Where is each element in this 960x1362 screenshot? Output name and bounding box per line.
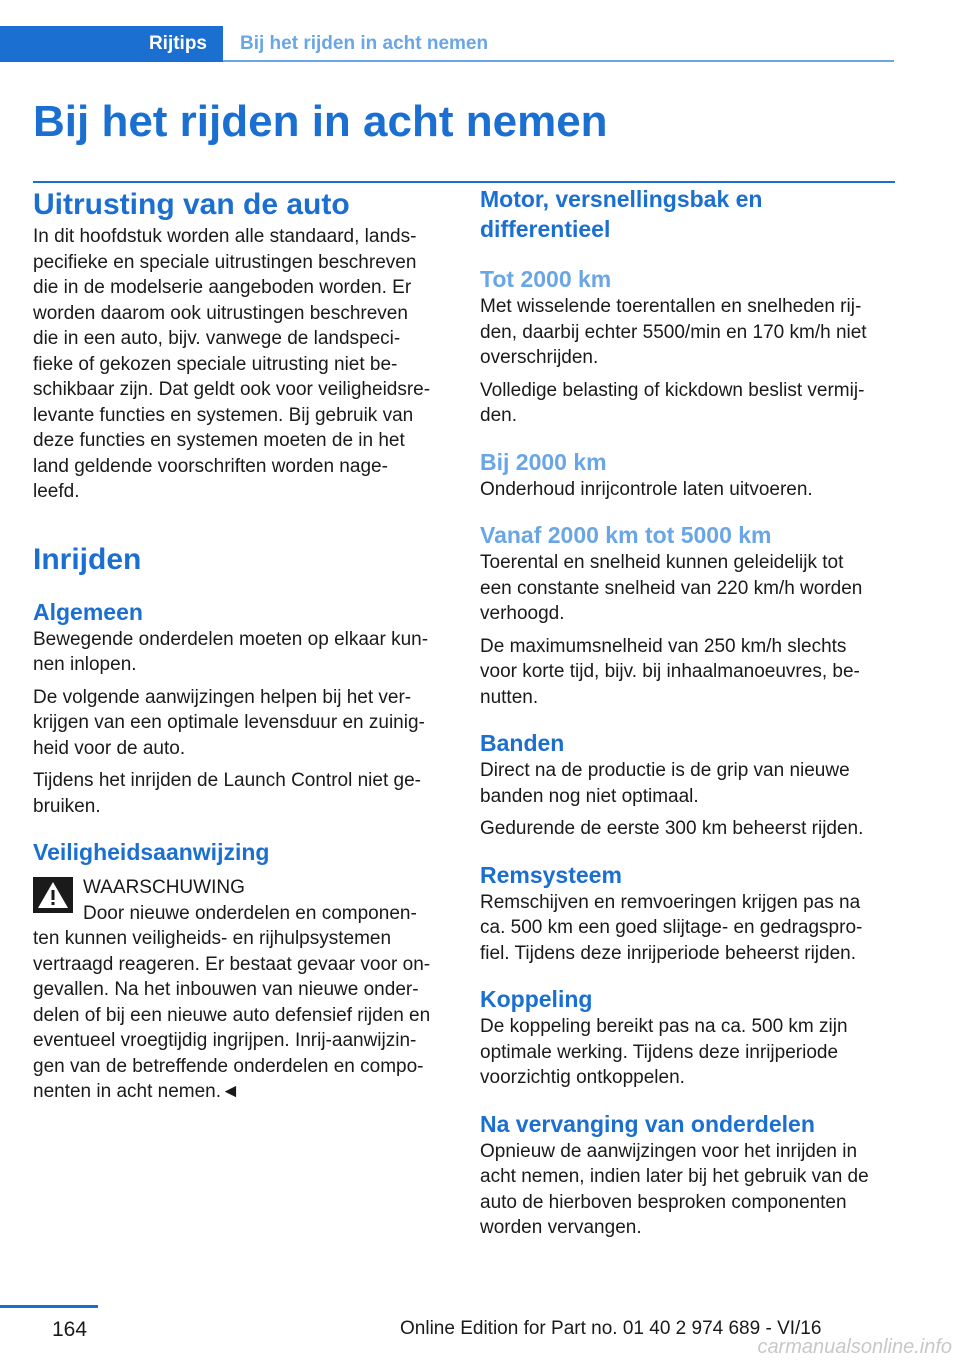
clutch-paragraph: [480, 1014, 896, 1091]
text-line: acht nemen, indien later bij het gebruik van de: [480, 1166, 869, 1187]
text-line: den.: [480, 405, 517, 426]
text-line: worden vervangen.: [480, 1217, 642, 1238]
text-line: leefd.: [33, 481, 80, 502]
title-divider: [33, 181, 895, 183]
to2000-paragraph-2: [480, 378, 896, 429]
text-line: Direct na de productie is de grip van nieuwe: [480, 760, 850, 781]
text-line: In dit hoofdstuk worden alle standaard, lands-: [33, 226, 417, 247]
text-line: schikbaar zijn. Dat geldt ook voor veiligheidsre-: [33, 379, 431, 400]
equipment-paragraph: [33, 224, 449, 505]
tyres-paragraph-1: [480, 758, 896, 809]
text-line: voor korte tijd, bijv. bij inhaalmanoeuvres, be-: [480, 661, 860, 682]
text-line: nutten.: [480, 686, 539, 708]
text-line: bruiken.: [33, 795, 101, 817]
text-line: ca. 500 km een goed slijtage- en gedragspro-: [480, 917, 863, 938]
text-line: De maximumsnelheid van 250 km/h slechts: [480, 635, 847, 657]
text-line: fieke of gekozen speciale uitrusting niet be-: [33, 353, 398, 375]
text-line: De koppeling bereikt pas na ca. 500 km zijn: [480, 1016, 848, 1037]
text-line: gevallen. Na het inbouwen van nieuwe onder-: [33, 979, 419, 1000]
warning-text: [33, 926, 449, 1105]
breakin-heading: Inrijden: [33, 542, 142, 576]
general-paragraph-1: [33, 627, 449, 678]
text-line: nen inlopen.: [33, 654, 137, 675]
warning-box: [33, 875, 449, 926]
text-line: nenten in acht nemen.◄: [33, 1081, 240, 1102]
text-line: eventueel vroegtijdig ingrijpen. Inrij-aanwijzin-: [33, 1030, 417, 1051]
text-line: Gedurende de eerste 300 km beheerst rijden.: [480, 818, 864, 839]
text-line: fiel. Tijdens deze inrijperiode beheerst rijden.: [480, 942, 856, 964]
right-column: [480, 184, 896, 1241]
text-line: De volgende aanwijzingen helpen bij het ver-: [33, 686, 412, 708]
text-line: Onderhoud inrijcontrole laten uitvoeren.: [480, 478, 813, 500]
footer-rule: [0, 1305, 98, 1308]
text-line: worden daarom ook uitrustingen beschreven: [33, 302, 408, 324]
text-line: Opnieuw de aanwijzingen voor het inrijden in: [480, 1140, 858, 1162]
clutch-heading: Koppeling: [480, 986, 593, 1012]
warning-label: WAARSCHUWING: [83, 877, 245, 898]
text-line: Met wisselende toerentallen en snelheden rij-: [480, 296, 862, 317]
page-title: Bij het rijden in acht nemen: [33, 97, 608, 146]
warning-first-line: Door nieuwe onderdelen en componen-: [83, 902, 417, 924]
text-line: vertraagd reageren. Er bestaat gevaar voor on-: [33, 953, 431, 975]
from2000-heading: Vanaf 2000 km tot 5000 km: [480, 522, 772, 548]
text-line: gen van de betreffende onderdelen en compo-: [33, 1055, 424, 1077]
text-line: verhoogd.: [480, 603, 565, 624]
text-line: land geldende voorschriften worden nage-: [33, 455, 388, 477]
brakes-heading: Remsysteem: [480, 861, 622, 888]
general-paragraph-2: [33, 685, 449, 762]
header-rule: [223, 60, 894, 62]
text-line: ten kunnen veiligheids- en rijhulpsystemen: [33, 928, 392, 949]
text-line: Tijdens het inrijden de Launch Control niet ge-: [33, 770, 421, 791]
to2000-heading: Tot 2000 km: [480, 266, 612, 292]
text-line: Volledige belasting of kickdown beslist vermij-: [480, 379, 865, 401]
text-line: Toerental en snelheid kunnen geleidelijk tot: [480, 552, 844, 573]
edition-note: Online Edition for Part no. 01 40 2 974 689 - VI/16: [400, 1318, 822, 1339]
text-line: Bewegende onderdelen moeten op elkaar kun-: [33, 628, 429, 650]
text-line: die in een auto, bijv. vanwege de landspeci-: [33, 328, 401, 349]
text-line: deze functies en systemen moeten de in het: [33, 430, 405, 451]
general-paragraph-3: [33, 768, 449, 819]
text-line: die in de modelserie aangeboden worden. Er: [33, 277, 412, 298]
warning-triangle-icon: [33, 877, 73, 913]
replace-paragraph: [480, 1139, 896, 1241]
watermark: carmanualsonline.info: [757, 1336, 952, 1358]
header-breadcrumb: Bij het rijden in acht nemen: [240, 33, 489, 54]
text-line: heid voor de auto.: [33, 737, 186, 759]
from2000-paragraph-2: [480, 634, 896, 711]
text-line: auto de hierboven besproken componenten: [480, 1191, 847, 1213]
text-line: pecifieke en speciale uitrustingen beschreven: [33, 251, 417, 273]
at2000-paragraph: [480, 477, 896, 503]
to2000-paragraph-1: [480, 294, 896, 371]
tyres-heading: Banden: [480, 730, 565, 756]
general-heading: Algemeen: [33, 598, 143, 625]
text-line: delen of bij een nieuwe auto defensief rijden en: [33, 1004, 431, 1026]
replace-heading: Na vervanging van onderdelen: [480, 1110, 815, 1137]
text-line: krijgen van een optimale levensduur en zuinig-: [33, 712, 425, 733]
text-line: banden nog niet optimaal.: [480, 785, 699, 807]
text-line: Remschijven en remvoeringen krijgen pas na: [480, 891, 861, 913]
equipment-heading: Uitrusting van de auto: [33, 188, 350, 221]
text-line: den, daarbij echter 5500/min en 170 km/h niet: [480, 321, 867, 343]
running-header: [0, 26, 894, 62]
header-section-tab: Rijtips: [0, 26, 223, 62]
text-line: levante functies en systemen. Bij gebruik van: [33, 404, 414, 426]
text-line: voorzichtig ontkoppelen.: [480, 1067, 685, 1088]
page-number: 164: [52, 1318, 88, 1341]
text-line: overschrijden.: [480, 347, 599, 368]
brakes-paragraph: [480, 890, 896, 967]
text-line: een constante snelheid van 220 km/h worden: [480, 577, 863, 599]
text-line: optimale werking. Tijdens deze inrijperiode: [480, 1041, 839, 1063]
tyres-paragraph-2: [480, 816, 896, 842]
engine-heading: Motor, versnellingsbak en differentieel: [480, 186, 763, 242]
from2000-paragraph-1: [480, 550, 896, 627]
safety-heading: Veiligheidsaanwijzing: [33, 839, 270, 865]
at2000-heading: Bij 2000 km: [480, 448, 607, 475]
left-column: [33, 184, 449, 1105]
